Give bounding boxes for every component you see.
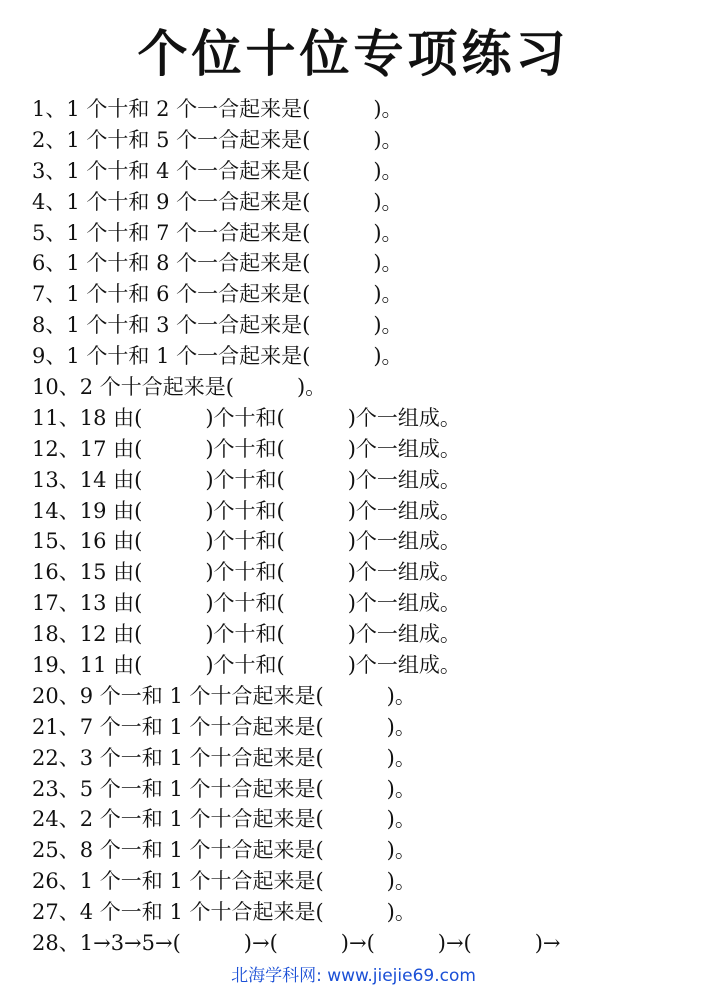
question-text: 1 个十和 6 个一合起来是( )。 [66, 282, 403, 307]
question-text: 17 由( )个十和( )个一组成。 [79, 436, 461, 461]
question-text: 1 个十和 4 个一合起来是( )。 [66, 158, 403, 183]
question-text: 15 由( )个十和( )个一组成。 [79, 560, 461, 585]
question-item [32, 125, 702, 156]
question-number: 10、 [32, 375, 80, 400]
question-text: 1 个十和 3 个一合起来是( )。 [66, 313, 403, 338]
question-text: 4 个一和 1 个十合起来是( )。 [79, 900, 416, 925]
question-number: 15、 [32, 529, 80, 554]
question-text: 1 个十和 7 个一合起来是( )。 [66, 220, 403, 245]
question-number: 11、 [32, 405, 80, 430]
question-text: 2 个十合起来是( )。 [79, 375, 327, 400]
question-item [32, 774, 702, 805]
question-number: 17、 [32, 591, 80, 616]
question-text: 2 个一和 1 个十合起来是( )。 [79, 807, 416, 832]
question-number: 23、 [32, 776, 80, 801]
question-number: 2、 [32, 127, 67, 152]
question-text: 12 由( )个十和( )个一组成。 [79, 622, 461, 647]
question-item [32, 526, 702, 557]
question-number: 5、 [32, 220, 67, 245]
question-text: 1 个一和 1 个十合起来是( )。 [79, 869, 416, 894]
question-item [32, 619, 702, 650]
question-item [32, 743, 702, 774]
question-number: 22、 [32, 745, 80, 770]
question-item [32, 403, 702, 434]
question-text: 1 个十和 1 个一合起来是( )。 [66, 344, 403, 369]
question-number: 7、 [32, 282, 67, 307]
question-number: 13、 [32, 467, 80, 492]
question-number: 1、 [32, 97, 67, 121]
question-text: 1 个十和 5 个一合起来是( )。 [66, 127, 403, 152]
question-number: 16、 [32, 560, 80, 585]
question-number: 9、 [32, 344, 67, 369]
question-item [32, 804, 702, 835]
question-text: 1→3→5→( )→( )→( )→( )→ [79, 931, 561, 956]
question-number: 20、 [32, 683, 80, 708]
question-number: 4、 [32, 189, 67, 214]
question-text: 5 个一和 1 个十合起来是( )。 [79, 776, 416, 801]
question-item [32, 557, 702, 588]
question-item [32, 465, 702, 496]
question-number: 3、 [32, 158, 67, 183]
question-number: 21、 [32, 714, 80, 739]
question-number: 26、 [32, 869, 80, 894]
question-item [32, 835, 702, 866]
question-text: 11 由( )个十和( )个一组成。 [79, 653, 461, 678]
question-text: 9 个一和 1 个十合起来是( )。 [79, 683, 416, 708]
question-item [32, 156, 702, 187]
question-number: 27、 [32, 900, 80, 925]
question-item [32, 94, 702, 125]
question-number: 6、 [32, 251, 67, 276]
question-item [32, 928, 702, 959]
question-number: 25、 [32, 838, 80, 863]
question-list [32, 94, 702, 959]
question-item [32, 866, 702, 897]
question-text: 7 个一和 1 个十合起来是( )。 [79, 714, 416, 739]
question-item [32, 496, 702, 527]
question-number: 28、 [32, 931, 80, 956]
question-text: 1 个十和 8 个一合起来是( )。 [66, 251, 403, 276]
footer-watermark: 北海学科网: www.jiejie69.com [231, 966, 476, 986]
question-number: 14、 [32, 498, 80, 523]
question-number: 24、 [32, 807, 80, 832]
question-item [32, 681, 702, 712]
question-text: 13 由( )个十和( )个一组成。 [79, 591, 461, 616]
question-item [32, 310, 702, 341]
question-text: 19 由( )个十和( )个一组成。 [79, 498, 461, 523]
question-number: 19、 [32, 653, 80, 678]
question-item [32, 218, 702, 249]
question-text: 14 由( )个十和( )个一组成。 [79, 467, 461, 492]
question-text: 16 由( )个十和( )个一组成。 [79, 529, 461, 554]
question-item [32, 279, 702, 310]
question-text: 3 个一和 1 个十合起来是( )。 [79, 745, 416, 770]
question-item [32, 187, 702, 218]
question-item [32, 712, 702, 743]
question-item [32, 650, 702, 681]
question-item [32, 588, 702, 619]
question-item [32, 434, 702, 465]
question-item [32, 248, 702, 279]
question-item [32, 341, 702, 372]
question-number: 12、 [32, 436, 80, 461]
question-item [32, 372, 702, 403]
question-number: 18、 [32, 622, 80, 647]
question-text: 1 个十和 2 个一合起来是( )。 [66, 97, 403, 121]
question-item [32, 897, 702, 928]
page-title: 个位十位专项练习 [137, 25, 570, 83]
question-text: 18 由( )个十和( )个一组成。 [79, 405, 461, 430]
question-number: 8、 [32, 313, 67, 338]
question-text: 8 个一和 1 个十合起来是( )。 [79, 838, 416, 863]
question-text: 1 个十和 9 个一合起来是( )。 [66, 189, 403, 214]
